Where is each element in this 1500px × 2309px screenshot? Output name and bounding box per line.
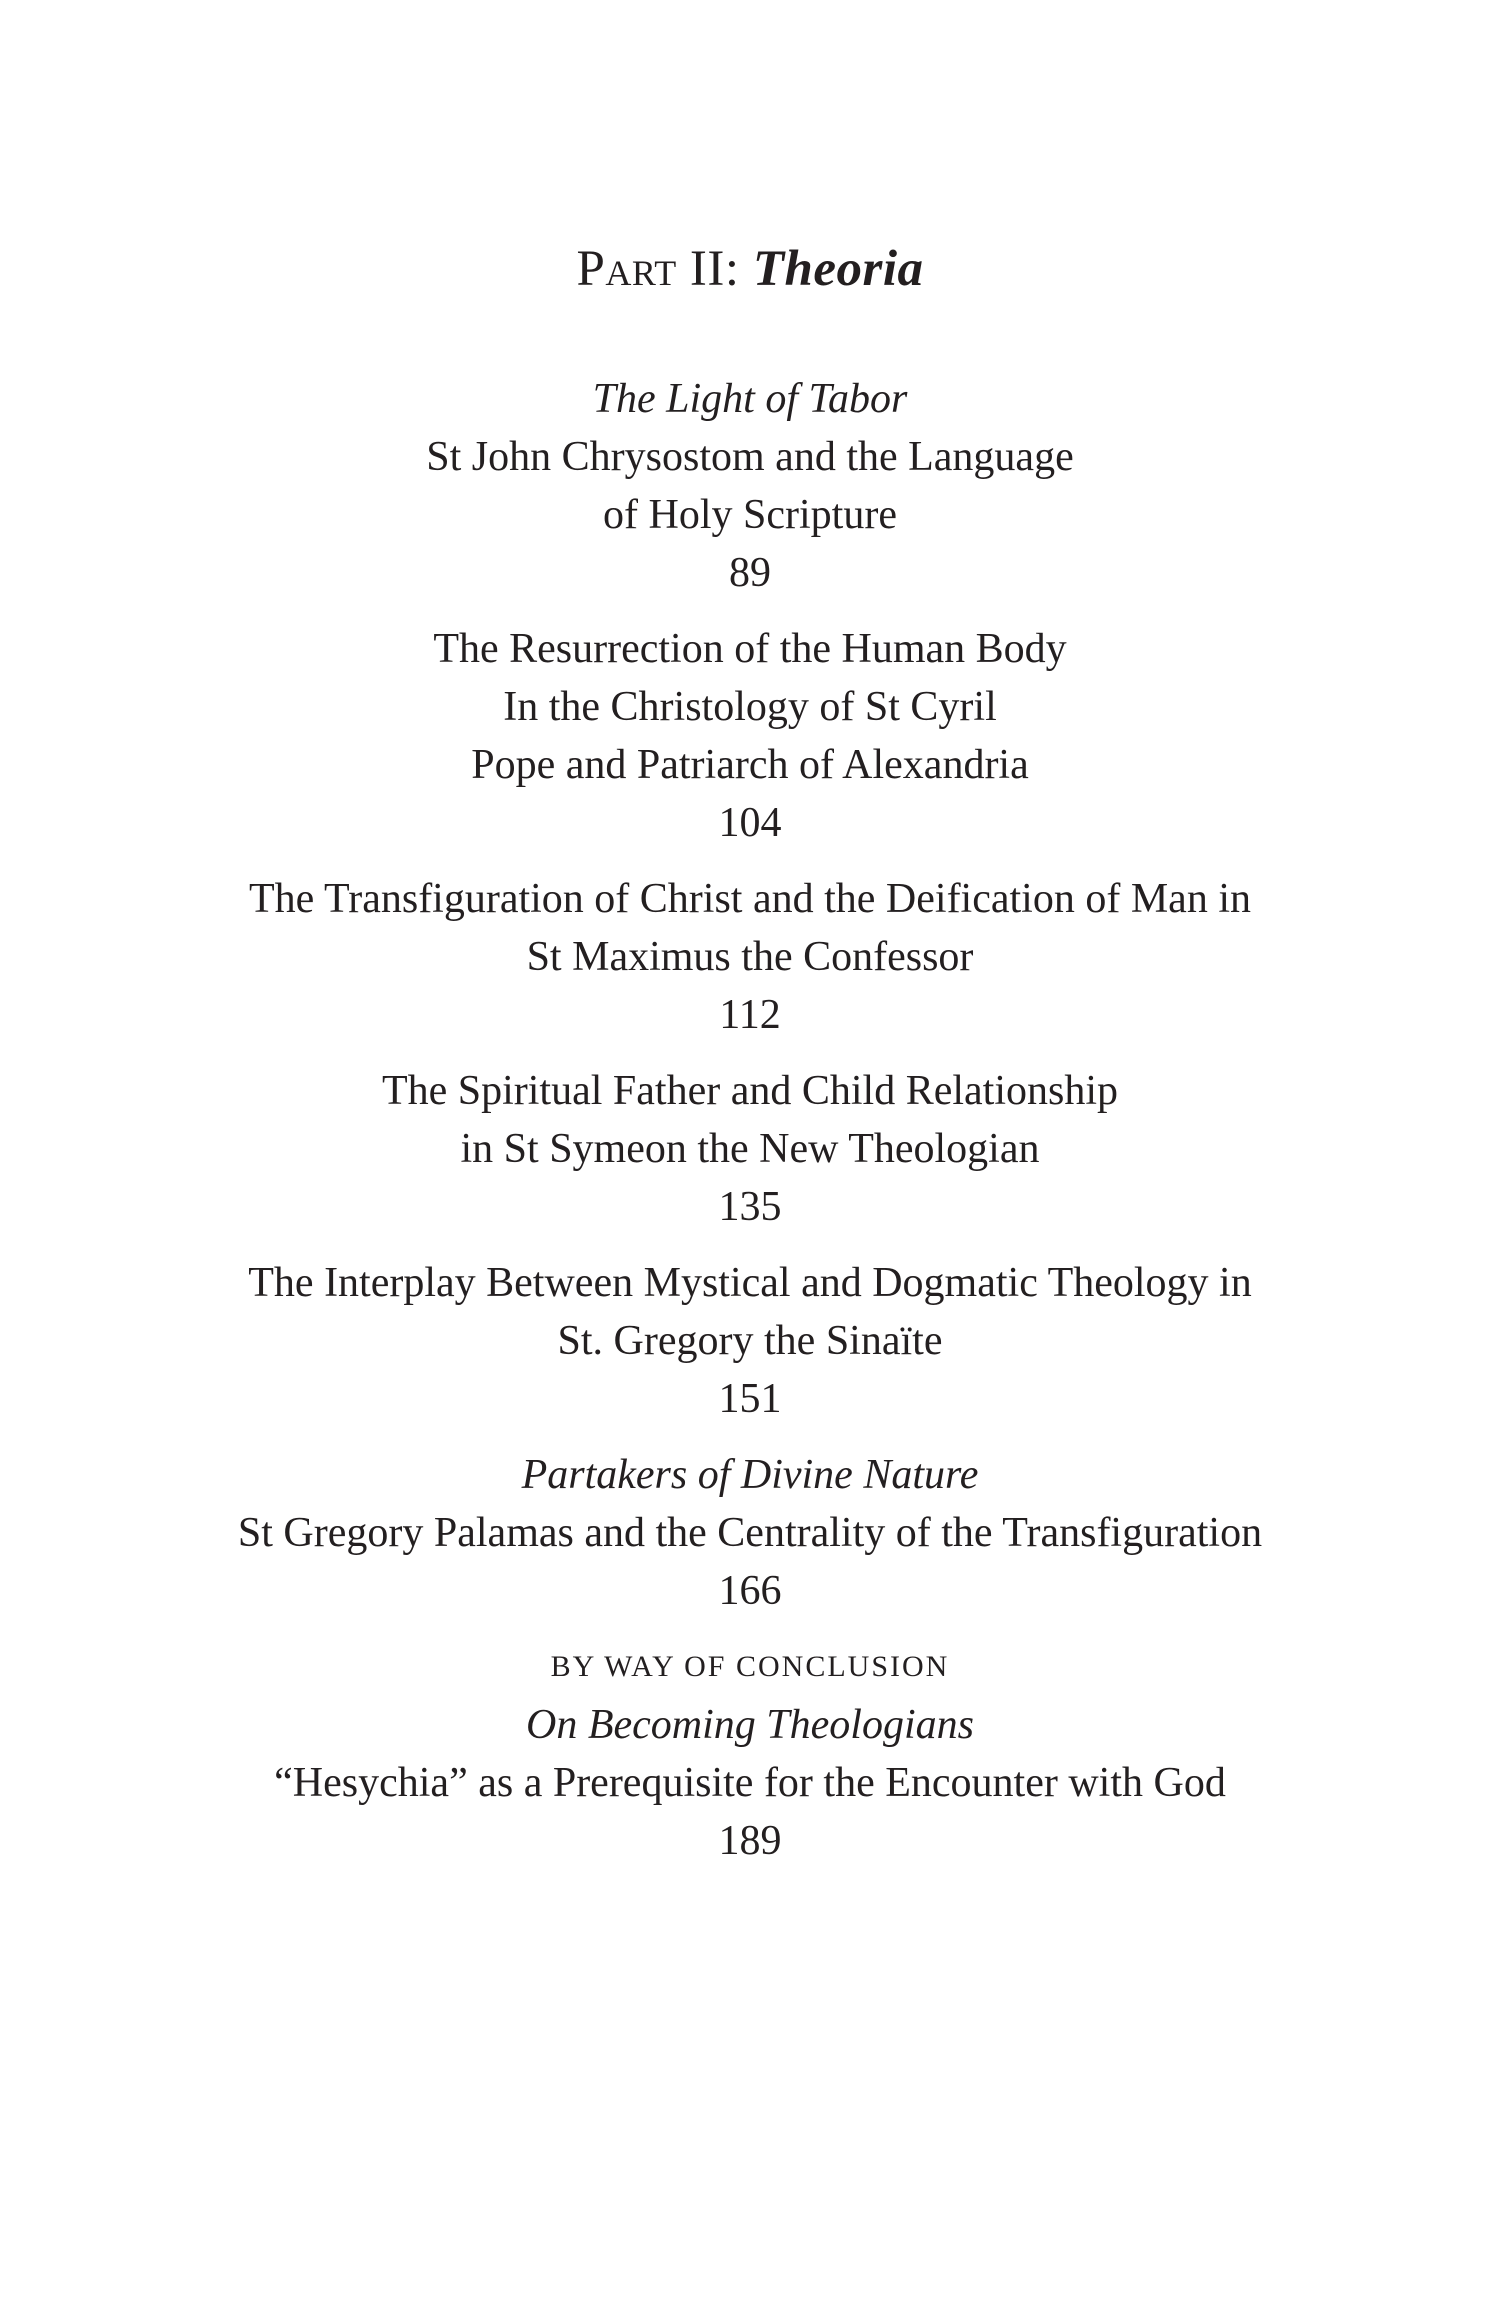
entry-line: In the Christology of St Cyril xyxy=(503,684,997,730)
entry-page-number: 189 xyxy=(718,1818,782,1864)
entry-page-number: 104 xyxy=(718,800,782,846)
part-label: Part II: xyxy=(576,241,740,297)
entry-italic-title: On Becoming Theologians xyxy=(526,1702,974,1748)
entry-italic-title: The Light of Tabor xyxy=(592,376,908,422)
entry-line: The Interplay Between Mystical and Dogmatic Theology in xyxy=(248,1260,1252,1306)
entry-line: St. Gregory the Sinaïte xyxy=(557,1318,943,1364)
entry-line: St Maximus the Confessor xyxy=(526,934,974,980)
entry-page-number: 112 xyxy=(719,992,781,1038)
part-title: Theoria xyxy=(752,241,924,297)
toc-entry-interplay[interactable] xyxy=(150,1254,1350,1428)
entry-line: in St Symeon the New Theologian xyxy=(460,1126,1040,1172)
entry-page-number: 151 xyxy=(718,1376,782,1422)
entry-page-number: 135 xyxy=(718,1184,782,1230)
entry-line: The Transfiguration of Christ and the Deification of Man in xyxy=(249,876,1251,922)
toc-entry-transfiguration-maximus[interactable] xyxy=(150,870,1350,1044)
toc-entry-partakers[interactable] xyxy=(150,1446,1350,1620)
entry-page-number: 166 xyxy=(718,1568,782,1614)
toc-entry-spiritual-father[interactable] xyxy=(150,1062,1350,1236)
toc-entry-conclusion[interactable] xyxy=(150,1638,1350,1870)
toc-entry-resurrection[interactable] xyxy=(150,620,1350,852)
entry-section-label: BY WAY OF CONCLUSION xyxy=(550,1650,950,1683)
entry-line: “Hesychia” as a Prerequisite for the Encounter with God xyxy=(274,1760,1226,1806)
entry-italic-title: Partakers of Divine Nature xyxy=(521,1452,979,1498)
entry-page-number: 89 xyxy=(729,550,771,596)
entry-line: The Spiritual Father and Child Relationship xyxy=(381,1068,1119,1114)
entry-line: St John Chrysostom and the Language xyxy=(426,434,1074,480)
entry-line: of Holy Scripture xyxy=(603,492,897,538)
part-heading xyxy=(0,238,1500,300)
entry-line: The Resurrection of the Human Body xyxy=(433,626,1067,672)
entry-line: St Gregory Palamas and the Centrality of the Transfiguration xyxy=(237,1510,1263,1556)
toc-entry-light-of-tabor[interactable] xyxy=(150,370,1350,602)
table-of-contents xyxy=(150,370,1350,1870)
entry-line: Pope and Patriarch of Alexandria xyxy=(471,742,1029,788)
